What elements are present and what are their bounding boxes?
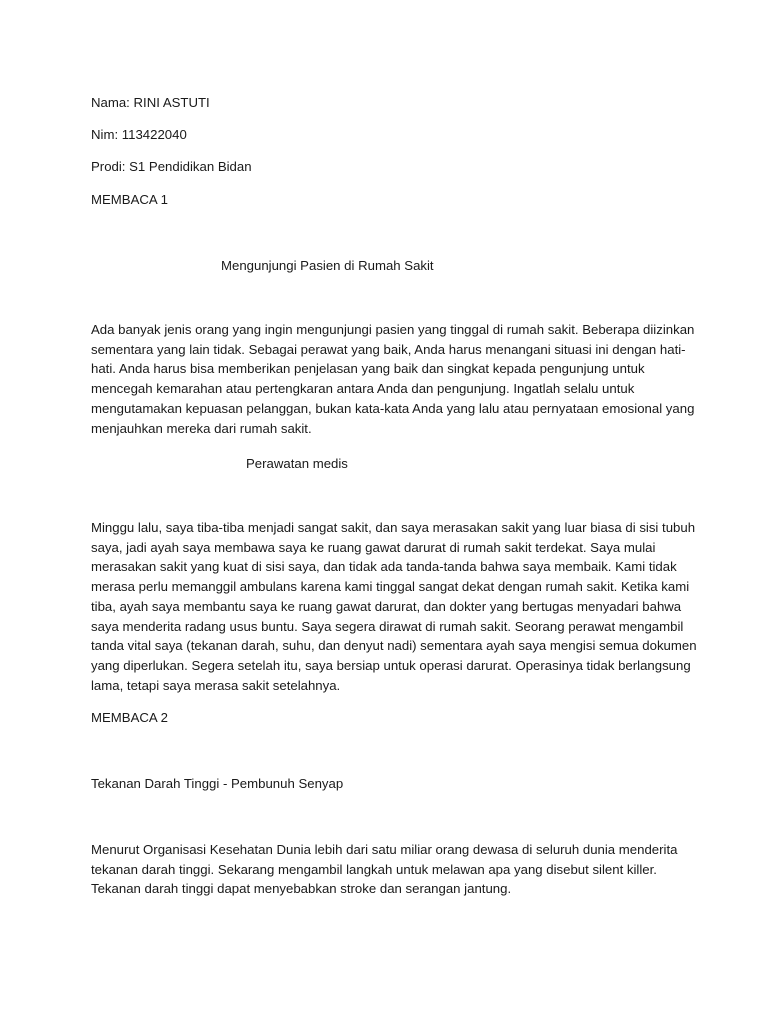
reading1-title: Mengunjungi Pasien di Rumah Sakit [221, 258, 434, 273]
paragraph-line: saya menderita radang usus buntu. Saya segera dirawat di rumah sakit. Seorang perawat mengambil [91, 618, 684, 634]
reading1-paragraph-2 [91, 518, 697, 695]
paragraph-line: mengutamakan kepuasan pelanggan, bukan kata-kata Anda yang lalu atau pernyataan emosional yang [91, 400, 695, 416]
paragraph-line: Minggu lalu, saya tiba-tiba menjadi sangat sakit, dan saya merasakan sakit yang luar biasa di sisi tubuh [91, 520, 696, 535]
reading2-paragraph-1 [91, 840, 681, 899]
reading1-subtitle: Perawatan medis [246, 456, 348, 471]
student-program: Prodi: S1 Pendidikan Bidan [91, 159, 252, 174]
paragraph-line: saya, jadi ayah saya membawa saya ke ruang gawat darurat di rumah sakit terdekat. Saya mulai [91, 539, 656, 555]
paragraph-line: Tekanan darah tinggi dapat menyebabkan stroke dan serangan jantung. [91, 881, 512, 897]
section-heading-membaca-2: MEMBACA 2 [91, 710, 168, 725]
paragraph-line: tekanan darah tinggi. Sekarang mengambil langkah untuk melawan apa yang disebut silent killer. [91, 861, 657, 877]
paragraph-line: Menurut Organisasi Kesehatan Dunia lebih dari satu miliar orang dewasa di seluruh dunia menderita [91, 842, 678, 857]
student-nim: Nim: 113422040 [91, 127, 187, 142]
student-name: Nama: RINI ASTUTI [91, 95, 210, 110]
paragraph-line: tanda vital saya (tekanan darah, suhu, dan denyut nadi) sementara ayah saya mengisi semua dokumen [91, 638, 697, 654]
paragraph-line: merasakan sakit yang kuat di sisi saya, dan tidak ada tanda-tanda bahwa saya membaik. Kami tidak [91, 559, 677, 575]
reading1-paragraph-1 [91, 320, 695, 438]
reading2-title: Tekanan Darah Tinggi - Pembunuh Senyap [91, 776, 344, 791]
paragraph-line: Ada banyak jenis orang yang ingin mengunjungi pasien yang tinggal di rumah sakit. Beberapa diizinkan [91, 322, 695, 337]
paragraph-line: lama, tetapi saya merasa sakit setelahnya. [91, 677, 341, 693]
section-heading-membaca-1: MEMBACA 1 [91, 192, 168, 207]
paragraph-line: yang diperlukan. Segera setelah itu, saya bersiap untuk operasi darurat. Operasinya tidak berlangsung [91, 657, 691, 673]
paragraph-line: sementara yang lain tidak. Sebagai perawat yang baik, Anda harus menangani situasi ini dengan hati- [91, 341, 686, 357]
paragraph-line: hati. Anda harus bisa memberikan penjelasan yang baik dan singkat kepada pengunjung untuk [91, 361, 645, 377]
paragraph-line: tiba, ayah saya membantu saya ke ruang gawat darurat, dan dokter yang bertugas menyadari bahwa [91, 598, 682, 614]
paragraph-line: menjauhkan mereka dari rumah sakit. [91, 420, 312, 436]
paragraph-line: mencegah kemarahan atau pertengkaran antara Anda dan pengunjung. Ingatlah selalu untuk [91, 381, 635, 397]
paragraph-line: merasa perlu memanggil ambulans karena kami tinggal sangat dekat dengan rumah sakit. Ketika kami [91, 579, 690, 595]
